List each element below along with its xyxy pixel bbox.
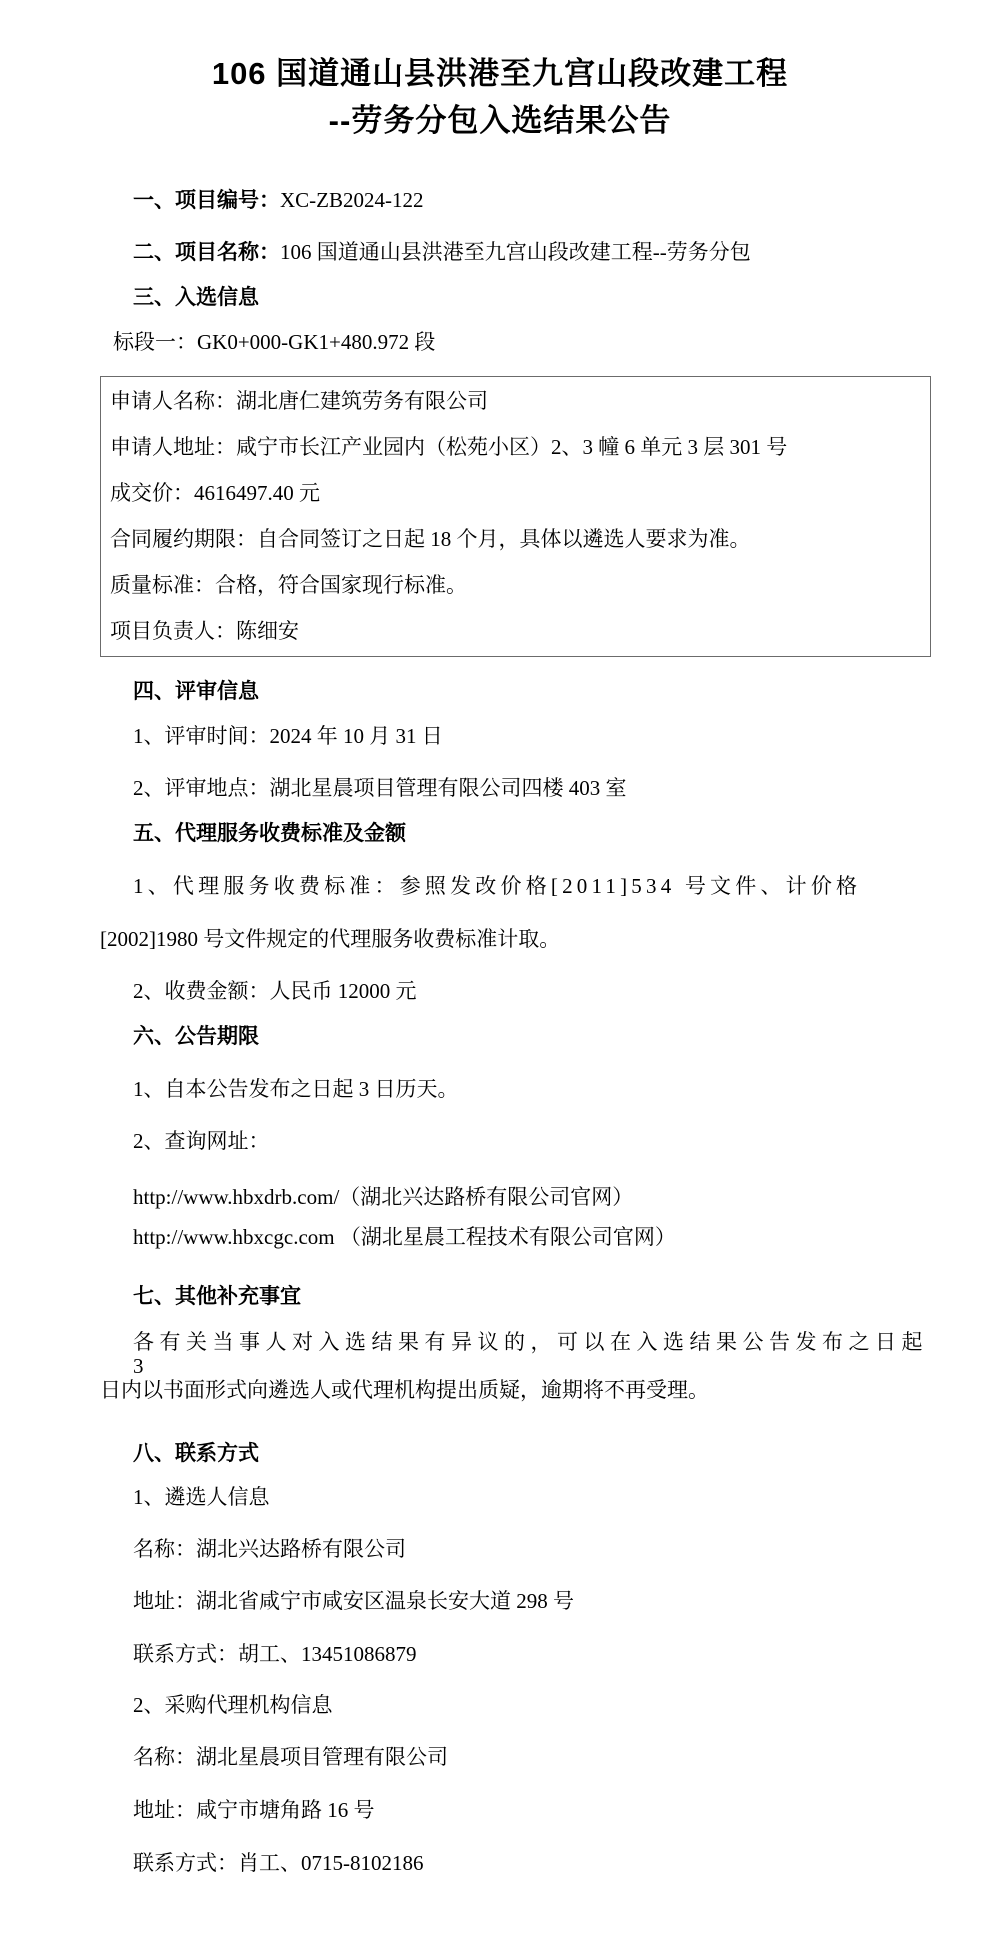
winner-info-box (100, 376, 931, 657)
bid-section-line: 标段一：GK0+000-GK1+480.972 段 (113, 330, 436, 354)
project-name-value: 106 国道通山县洪港至九宫山段改建工程--劳务分包 (280, 240, 751, 264)
selector-name-line: 名称：湖北兴达路桥有限公司 (133, 1537, 406, 1561)
section-heading-selection-info: 三、入选信息 (133, 285, 259, 309)
agency-fee-standard-line-2: [2002]1980 号文件规定的代理服务收费标准计取。 (100, 927, 561, 951)
other-matters-line-1: 各有关当事人对入选结果有异议的，可以在入选结果公告发布之日起 3 (133, 1330, 939, 1378)
agency-address-line: 地址：咸宁市塘角路 16 号 (133, 1798, 375, 1822)
announcement-duration-line: 1、自本公告发布之日起 3 日历天。 (133, 1077, 459, 1101)
query-url-2: http://www.hbxcgc.com （湖北星晨工程技术有限公司官网） (133, 1225, 676, 1249)
review-place-line: 2、评审地点：湖北星晨项目管理有限公司四楼 403 室 (133, 776, 627, 800)
review-time-line: 1、评审时间：2024 年 10 月 31 日 (133, 724, 443, 748)
contract-period-line: 合同履约期限：自合同签订之日起 18 个月，具体以遴选人要求为准。 (110, 527, 751, 551)
query-url-label-line: 2、查询网址： (133, 1129, 270, 1153)
applicant-address-line: 申请人地址：咸宁市长江产业园内（松苑小区）2、3 幢 6 单元 3 层 301 号 (110, 435, 788, 459)
selector-info-title: 1、遴选人信息 (133, 1485, 270, 1509)
section-heading-agency-fee: 五、代理服务收费标准及金额 (133, 821, 406, 845)
selector-phone-line: 联系方式：胡工、13451086879 (133, 1642, 417, 1666)
query-url-1: http://www.hbxdrb.com/（湖北兴达路桥有限公司官网） (133, 1185, 634, 1209)
applicant-name-line: 申请人名称：湖北唐仁建筑劳务有限公司 (110, 389, 488, 413)
quality-standard-line: 质量标准：合格，符合国家现行标准。 (110, 573, 467, 597)
agency-fee-standard-line-1: 1、代理服务收费标准：参照发改价格[2011]534 号文件、计价格 (133, 874, 862, 898)
agency-info-title: 2、采购代理机构信息 (133, 1693, 333, 1717)
other-matters-line-2: 日内以书面形式向遴选人或代理机构提出质疑，逾期将不再受理。 (100, 1378, 709, 1402)
document-title (0, 50, 1000, 144)
project-manager-line: 项目负责人：陈细安 (110, 619, 299, 643)
deal-price-line: 成交价：4616497.40 元 (110, 481, 320, 505)
agency-phone-line: 联系方式：肖工、0715-8102186 (133, 1851, 424, 1875)
agency-name-line: 名称：湖北星晨项目管理有限公司 (133, 1745, 448, 1769)
section-heading-announcement-period: 六、公告期限 (133, 1024, 259, 1048)
agency-fee-amount-line: 2、收费金额：人民币 12000 元 (133, 979, 417, 1003)
section-heading-review-info: 四、评审信息 (133, 679, 259, 703)
project-name-label: 二、项目名称： (133, 240, 280, 264)
project-number-value: XC-ZB2024-122 (280, 188, 424, 212)
section-heading-other-matters: 七、其他补充事宜 (133, 1284, 301, 1308)
project-number-label: 一、项目编号： (133, 188, 280, 212)
title-line-2: --劳务分包入选结果公告 (328, 103, 672, 138)
selector-address-line: 地址：湖北省咸宁市咸安区温泉长安大道 298 号 (133, 1589, 574, 1613)
title-line-1: 106 国道通山县洪港至九宫山段改建工程 (211, 56, 789, 91)
project-name-line (100, 240, 945, 264)
project-number-line (100, 188, 945, 212)
section-heading-contact: 八、联系方式 (133, 1441, 259, 1465)
